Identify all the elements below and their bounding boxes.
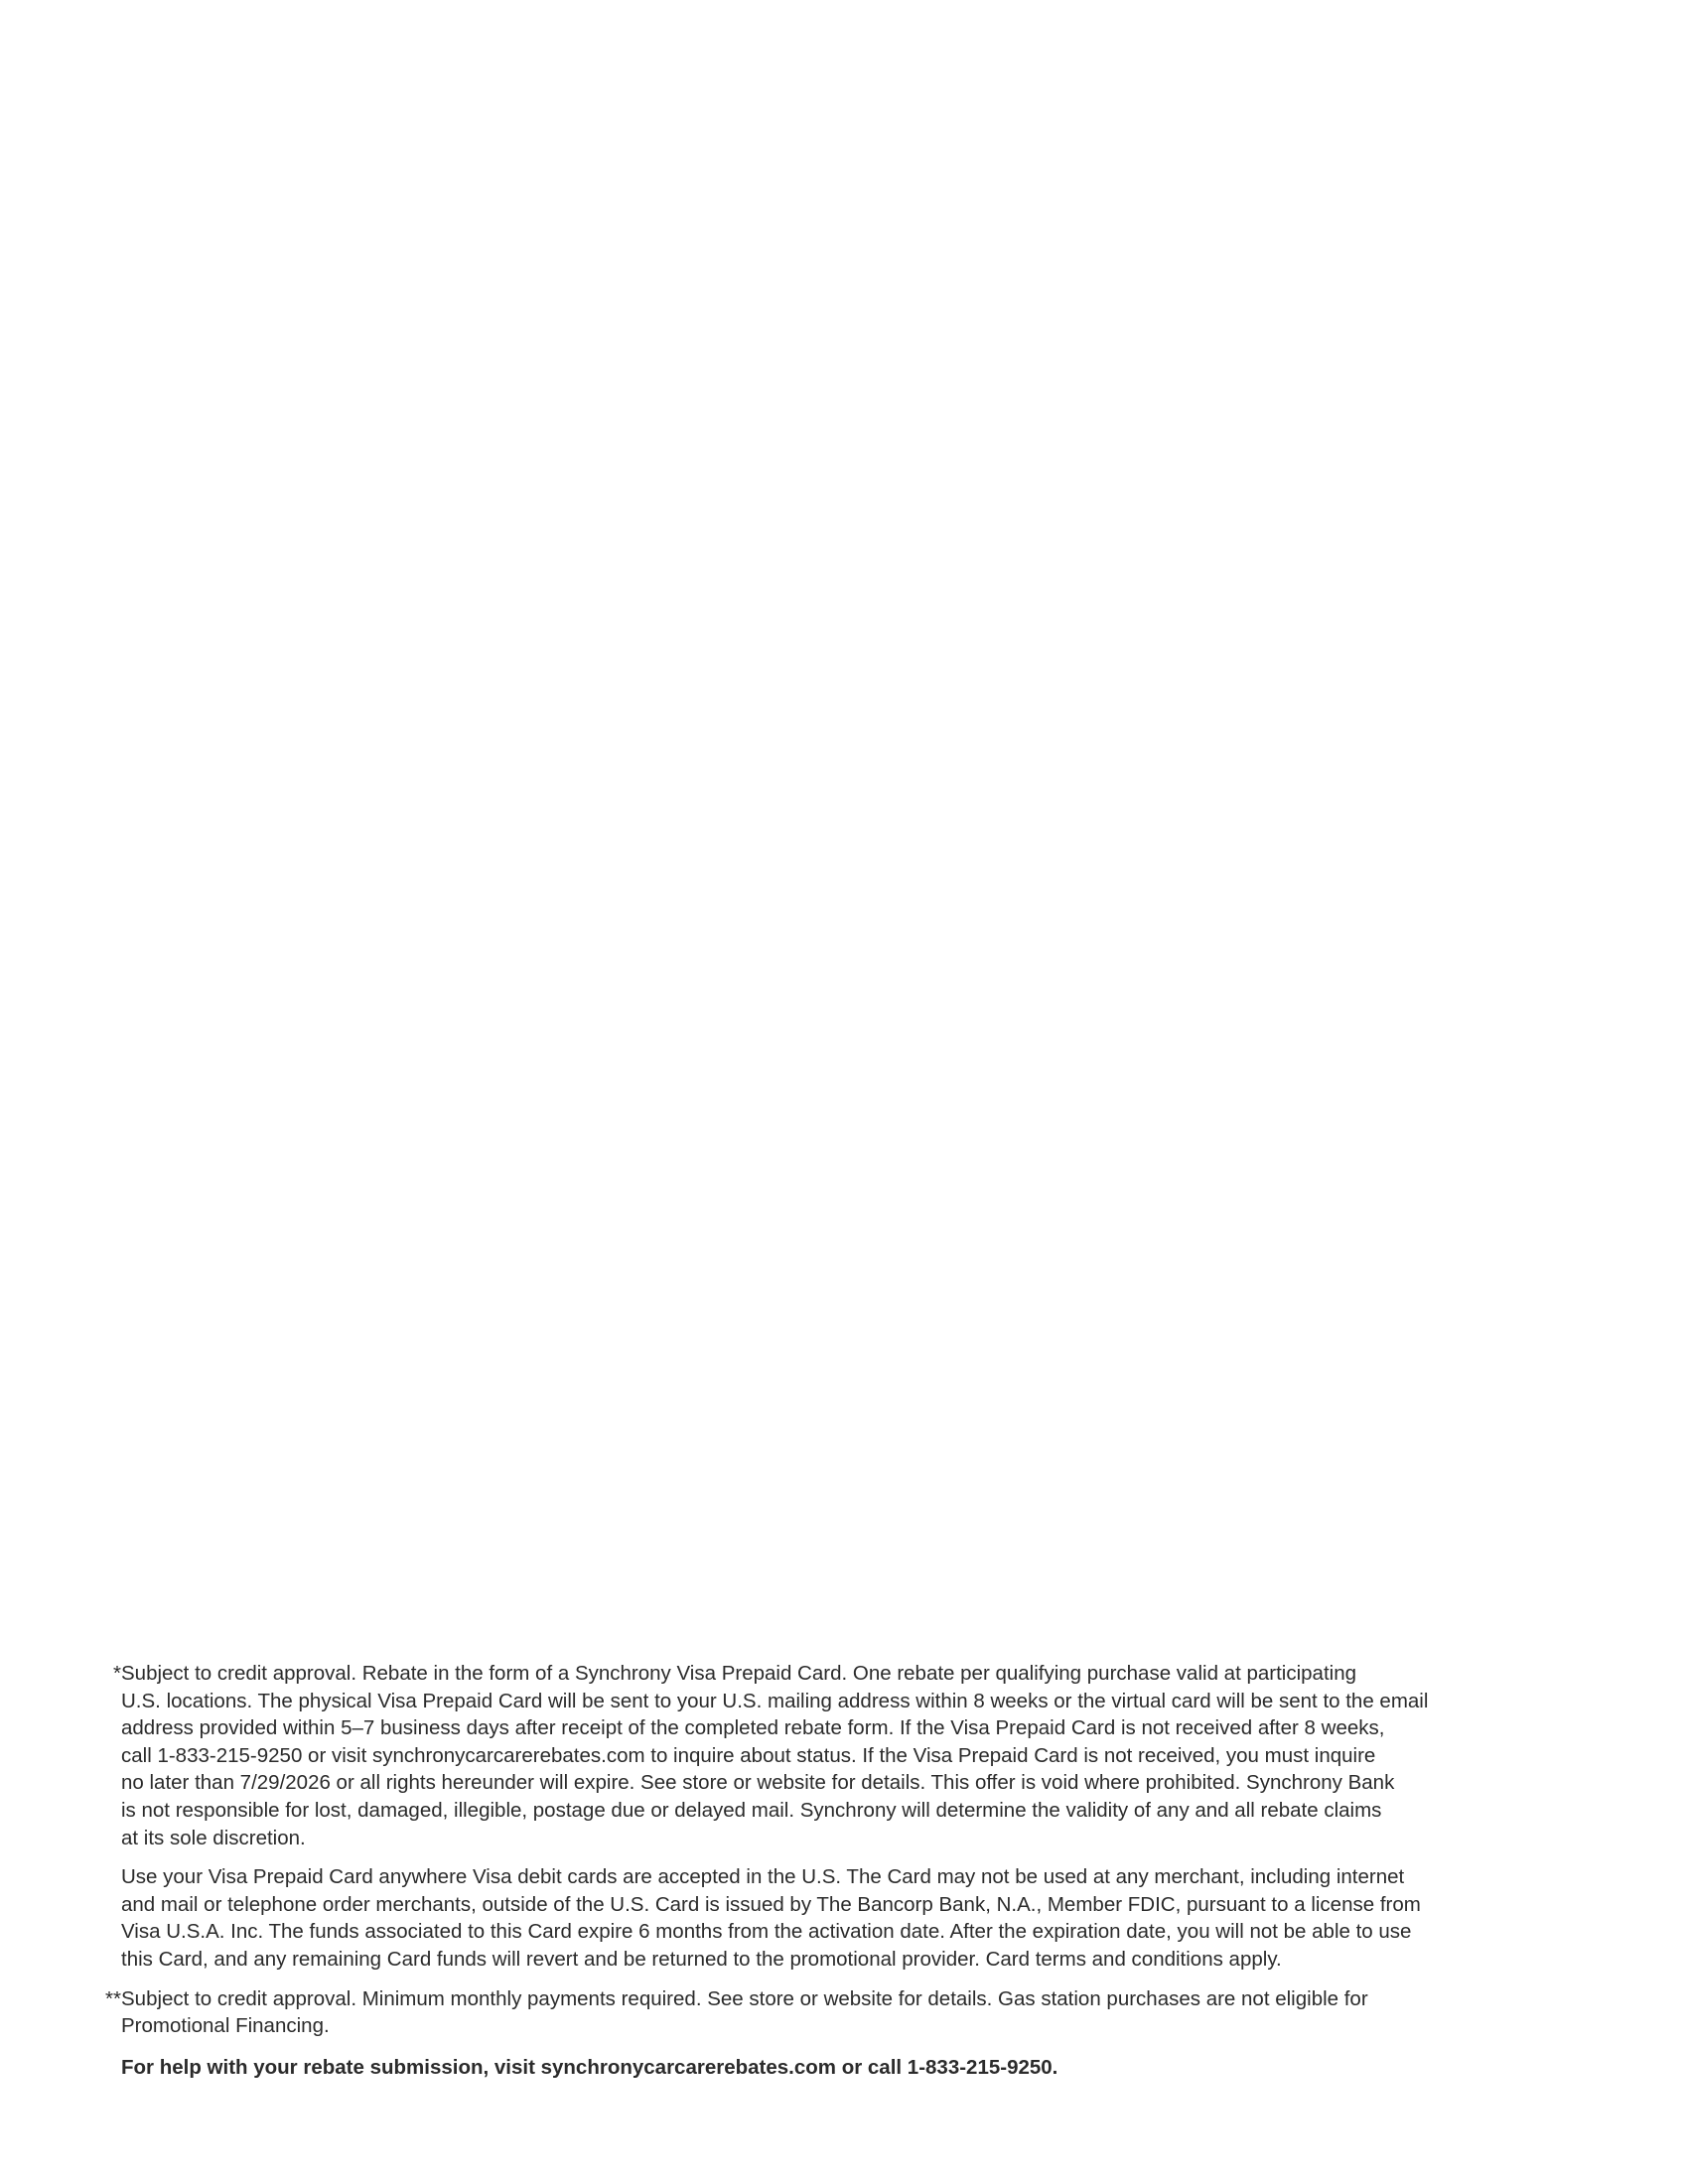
rebate-help-text: For help with your rebate submission, visit synchronycarcarerebates.com or call 1-833-215-9250. (121, 2055, 1058, 2079)
footnote-single-asterisk (99, 1660, 1549, 1851)
footnote-line: Subject to credit approval. Rebate in the form of a Synchrony Visa Prepaid Card. One rebate per qualifying purchase valid at participating (121, 1662, 1356, 1685)
footnote-marker: * (113, 1662, 121, 1685)
footnote-line: call 1-833-215-9250 or visit synchronycarcarerebates.com to inquire about status. If the Visa Prepaid Card is not received, you must inquire (121, 1743, 1376, 1767)
footnote-line: Use your Visa Prepaid Card anywhere Visa debit cards are accepted in the U.S. The Card may not be used at any merchant, including internet (121, 1865, 1405, 1889)
footnote-line: this Card, and any remaining Card funds will revert and be returned to the promotional provider. Card terms and conditions apply. (121, 1947, 1282, 1971)
footnote-line: is not responsible for lost, damaged, illegible, postage due or delayed mail. Synchrony will determine the validity of any and all rebate claims (121, 1798, 1382, 1822)
footnote-line: U.S. locations. The physical Visa Prepaid Card will be sent to your U.S. mailing address within 8 weeks or the virtual card will be sent to the email (121, 1689, 1429, 1712)
footnote-line: and mail or telephone order merchants, outside of the U.S. Card is issued by The Bancorp Bank, N.A., Member FDIC, pursuant to a license from (121, 1892, 1421, 1916)
footnote-marker: ** (105, 1986, 121, 2010)
footnote-prepaid-card-terms (99, 1863, 1549, 1973)
footnote-line: no later than 7/29/2026 or all rights hereunder will expire. See store or website for details. This offer is void where prohibited. Synchrony Bank (121, 1771, 1395, 1795)
footnote-double-asterisk (99, 1985, 1549, 2040)
footnote-line: Promotional Financing. (121, 2014, 330, 2038)
footnote-line: at its sole discretion. (121, 1826, 306, 1849)
footnote-line: address provided within 5–7 business days after receipt of the completed rebate form. If the Visa Prepaid Card is not received after 8 weeks, (121, 1716, 1385, 1740)
footnotes-section (99, 1660, 1549, 2081)
footnote-line: Subject to credit approval. Minimum monthly payments required. See store or website for details. Gas station purchases are not eligible for (121, 1986, 1368, 2010)
footnote-line: Visa U.S.A. Inc. The funds associated to this Card expire 6 months from the activation date. After the expiration date, you will not be able to use (121, 1920, 1412, 1944)
